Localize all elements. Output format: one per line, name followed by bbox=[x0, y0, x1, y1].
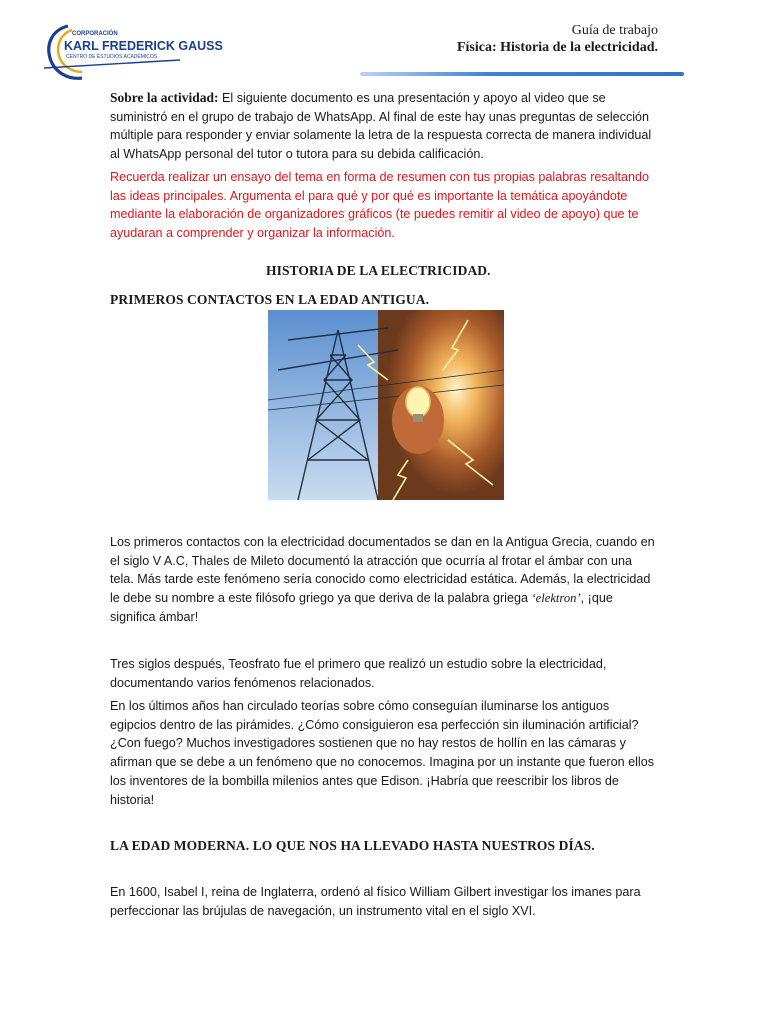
svg-text:CORPORACIÓN: CORPORACIÓN bbox=[72, 31, 118, 37]
electricity-tower-lightbulb-image bbox=[268, 310, 504, 500]
paragraph-thales-text: Los primeros contactos con la electricidad documentados se dan en la Antigua Grecia, cuando en el siglo V A.C, Thales de Mileto documentó la atracción que ocurría al frotar el ámbar con una tela. Más tarde este fenómeno sería conocido como electricidad estática. Además, la electricidad le debe su nombre a este filósofo griego ya que deriva de la palabra griega bbox=[110, 535, 655, 606]
karl-frederick-gauss-logo bbox=[42, 22, 223, 84]
activity-text: El siguiente documento es una presentación y apoyo al video que se suministró en el grupo de trabajo de WhatsApp. Al final de este hay unas preguntas de selección múltiple para responder y enviar solamente la letra de la respuesta correcta de manera individual al WhatsApp personal del tutor o tutora para su debida calificación. bbox=[110, 91, 652, 162]
paragraph-teofrasto: Tres siglos después, Teosfrato fue el primero que realizó un estudio sobre la electricidad, documentando varios fenómenos relacionados. bbox=[110, 657, 607, 690]
paragraph-gilbert: En 1600, Isabel I, reina de Inglaterra, ordenó al físico William Gilbert investigar los imanes para perfeccionar las brújulas de navegación, un instrumento vital en el siglo XVI. bbox=[110, 885, 641, 918]
paragraph-egypt: En los últimos años han circulado teorías sobre cómo conseguían iluminarse los antiguos egipcios dentro de las pirámides. ¿Cómo consiguieron esa perfección sin iluminación artificial? ¿Con fuego? Muchos investigadores sostienen que no hay restos de hollín en las cámaras y afirman que se debe a un fenómeno que no conocemos. Imagina por un instante que fueron ellos los inventores de la bombilla milenios antes que Edison. ¡Habría que reescribir los libros de historia! bbox=[110, 699, 654, 807]
svg-text:CENTRO DE ESTUDIOS ACADÉMICOS: CENTRO DE ESTUDIOS ACADÉMICOS bbox=[66, 54, 158, 60]
header-subject: Física: Historia de la electricidad. bbox=[456, 40, 658, 55]
page-title: HISTORIA DE LA ELECTRICIDAD. bbox=[266, 263, 491, 278]
header-divider bbox=[360, 72, 684, 76]
greek-word-elektron: ‘elektron’ bbox=[531, 591, 581, 606]
reminder-note: Recuerda realizar un ensayo del tema en forma de resumen con tus propias palabras resaltando las ideas principales. Argumenta el para qué y por qué es importante la temática apoyándote mediante la elaboración de organizadores gráficos (te puedes remitir al video de apoyo) que te ayudaran a comprender y organizar la información. bbox=[110, 170, 650, 241]
section-heading-modern-age: LA EDAD MODERNA. LO QUE NOS HA LLEVADO HASTA NUESTROS DÍAS. bbox=[110, 838, 595, 853]
document-header bbox=[457, 22, 658, 56]
svg-text:KARL FREDERICK GAUSS: KARL FREDERICK GAUSS bbox=[64, 39, 223, 53]
section-heading-antiquity: PRIMEROS CONTACTOS EN LA EDAD ANTIGUA. bbox=[110, 292, 430, 307]
activity-description bbox=[110, 89, 655, 164]
paragraph-thales-end: , ¡que significa ámbar! bbox=[110, 591, 613, 624]
paragraph-thales bbox=[110, 533, 655, 627]
header-guide-label: Guía de trabajo bbox=[571, 23, 658, 38]
activity-label: Sobre la actividad: bbox=[110, 90, 219, 105]
